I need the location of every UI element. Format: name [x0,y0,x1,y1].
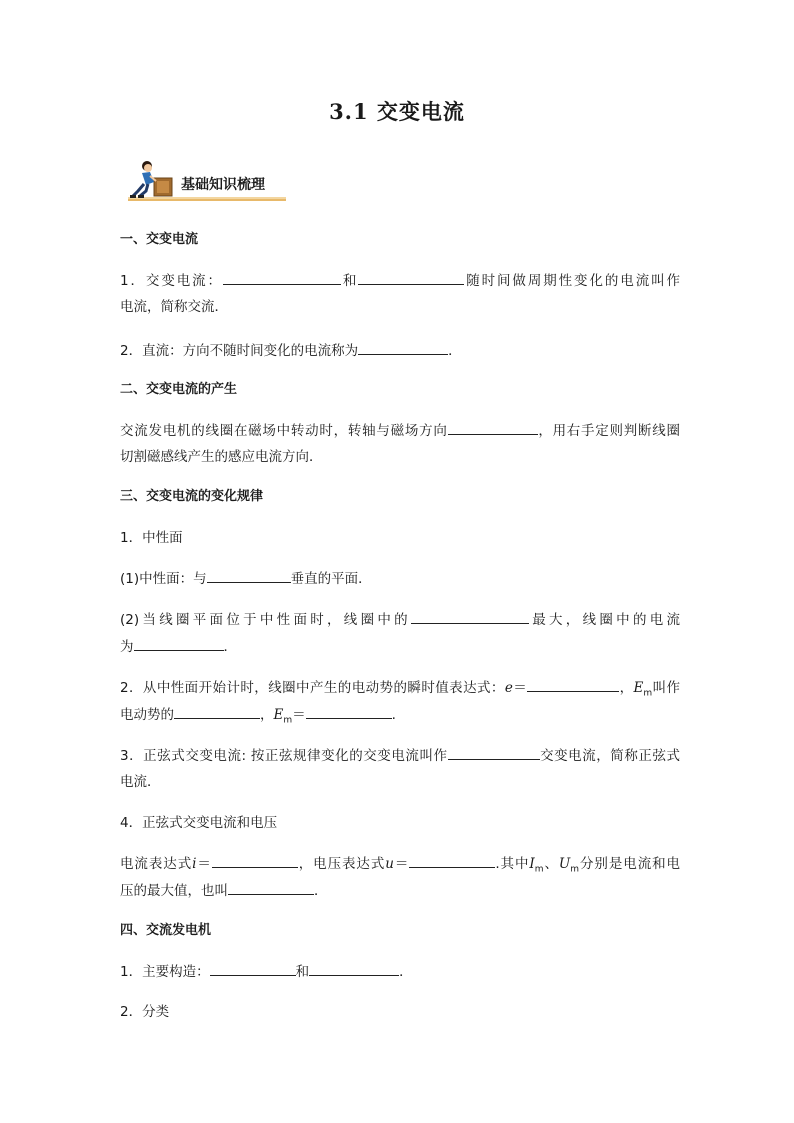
item-sinusoidal-ac: 3．正弦式交变电流: 按正弦规律变化的交变电流叫作 交变电流，简称正弦式 [120,745,680,766]
item-emf-expression-cont: 电动势的 ，$E_m=$ . [120,704,680,731]
blank-field[interactable] [358,340,448,355]
blank-field[interactable] [306,704,392,719]
item-neutral-plane-def: (1)中性面：与 垂直的平面． [120,568,680,589]
paragraph-ac-definition-cont: 电流，简称交流． [120,299,228,315]
item-classification: 2．分类 [120,1004,170,1020]
item-sinusoidal-current-voltage: 4．正弦式交变电流和电压 [120,815,278,831]
section-heading-4: 四、交流发电机 [120,923,212,938]
blank-field[interactable] [174,704,260,719]
paragraph-ac-definition: 1．交变电流： 和 随时间做周期性变化的电流叫作 [120,270,680,291]
blank-field[interactable] [309,961,399,976]
section-badge [128,158,288,202]
blank-field[interactable] [207,568,291,583]
item-current-voltage-expr-cont: 压的最大值，也叫 ． [120,880,680,901]
blank-field[interactable] [210,961,296,976]
blank-field[interactable] [134,636,224,651]
blank-field[interactable] [228,880,314,895]
blank-field[interactable] [409,853,495,868]
section-heading-2: 二、交变电流的产生 [120,382,238,397]
blank-field[interactable] [448,420,538,435]
item-neutral-plane-flux: (2)当线圈平面位于中性面时，线圈中的 最大，线圈中的电流 [120,609,680,630]
item-current-voltage-expr: 电流表达式i＝ ，电压表达式u＝ .其中$I_m$、$U_m$分别是电流和电 [120,853,680,880]
item-neutral-plane: 1．中性面 [120,530,183,546]
page-title: 3.1 交变电流 [329,99,465,124]
blank-field[interactable] [223,270,341,285]
item-sinusoidal-ac-cont: 电流． [120,774,161,790]
blank-field[interactable] [411,609,529,624]
item-main-structure: 1．主要构造： 和 ． [120,961,680,982]
section-heading-3: 三、交变电流的变化规律 [120,489,264,504]
item-neutral-plane-flux-cont: 为 ． [120,636,680,657]
section-heading-1: 一、交变电流 [120,232,199,247]
paragraph-ac-generation-cont: 切割磁感线产生的感应电流方向． [120,449,323,465]
section-badge-label: 基础知识梳理 [181,177,265,193]
blank-field[interactable] [212,853,298,868]
blank-field[interactable] [358,270,464,285]
blank-field[interactable] [527,677,619,692]
paragraph-ac-generation: 交流发电机的线圈在磁场中转动时，转轴与磁场方向 ，用右手定则判断线圈 [120,420,680,441]
blank-field[interactable] [448,745,540,760]
paragraph-dc-definition: 2．直流：方向不随时间变化的电流称为 ． [120,340,680,361]
item-emf-expression: 2．从中性面开始计时，线圈中产生的电动势的瞬时值表达式：e＝ ，$E_m$叫作 [120,677,680,704]
